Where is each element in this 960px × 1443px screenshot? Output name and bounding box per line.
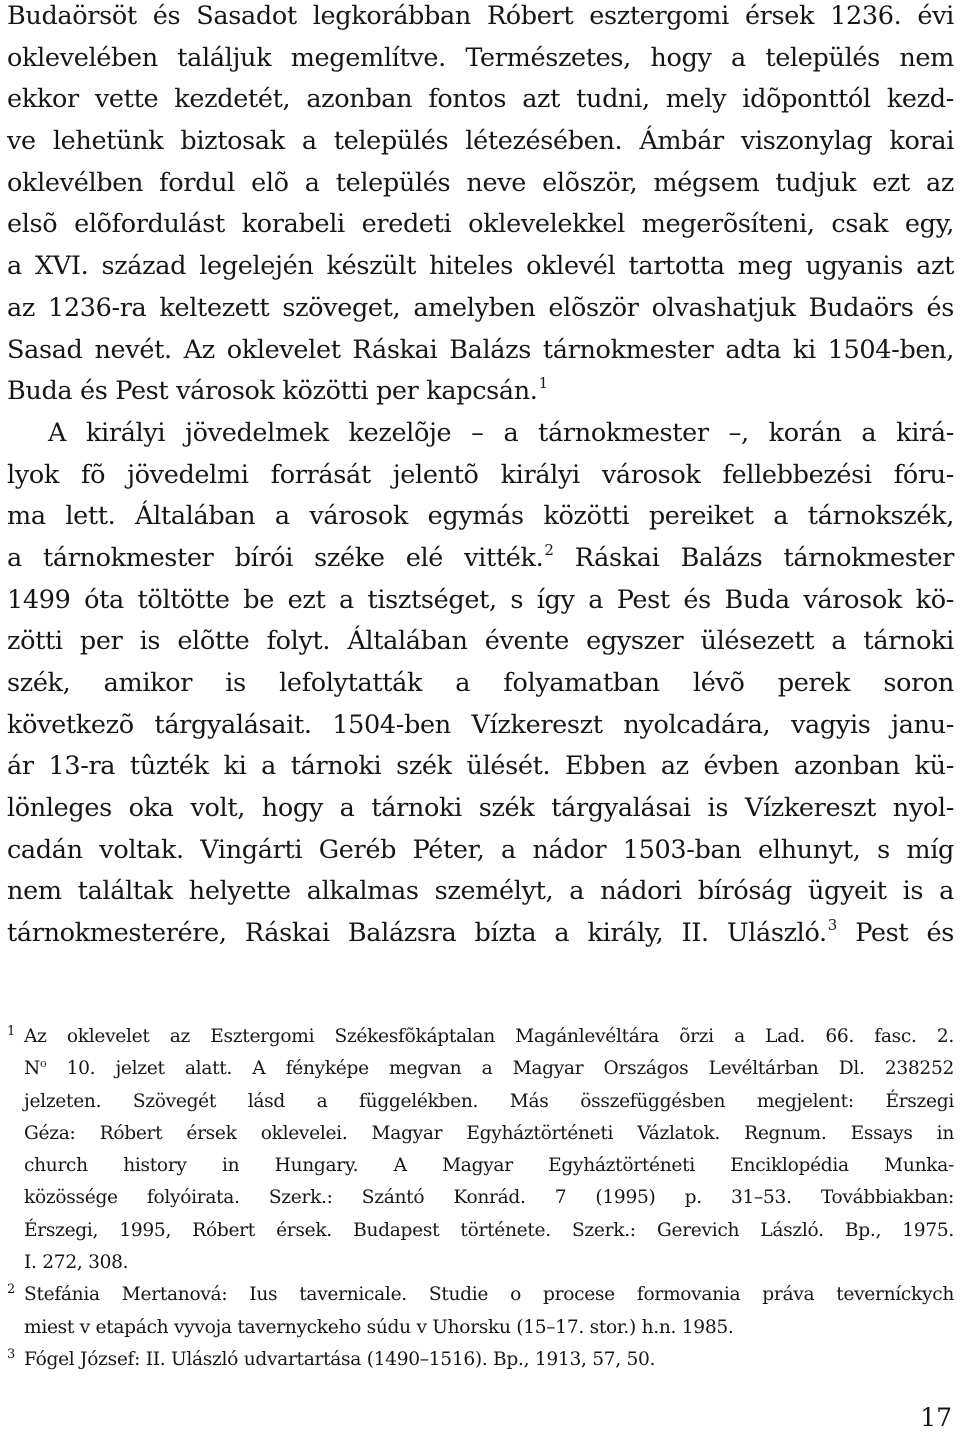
text-line: ve lehetünk biztosak a település létezésében. Ámbár viszonylag korai [7, 126, 954, 157]
footnote-text: Fógel József: II. Ulászló udvartartása (1490–1516). Bp., 1913, 57, 50. [24, 1348, 656, 1370]
text-line: lönleges oka volt, hogy a tárnoki szék tárgyalásai is Vízkereszt nyol- [7, 793, 954, 824]
footnote-line: jelzeten. Szövegét lásd a függelékben. Más összefüggésben megjelent: Érszegi [24, 1090, 954, 1112]
text-line: A királyi jövedelmek kezelõje – a tárnokmester –, korán a kirá- [48, 417, 954, 448]
line-text: Pest és [855, 918, 954, 949]
footnote-line: Géza: Róbert érsek oklevelei. Magyar Egyháztörténeti Vázlatok. Regnum. Essays in [24, 1122, 954, 1144]
text-line: ár 13-ra tûzték ki a tárnoki szék ülését. Ebben az évben azonban kü- [7, 751, 954, 782]
footnote-text: o [39, 1057, 47, 1071]
text-line: lyok fõ jövedelmi forrását jelentõ királyi városok fellebbezési fóru- [7, 459, 954, 490]
footnote-ref-1[interactable]: 1 [538, 374, 548, 393]
footnote-2 [7, 1279, 954, 1311]
text-line: oklevélben fordul elõ a település neve elõször, mégsem tudjuk ezt az [7, 167, 954, 198]
text-line: elsõ elõfordulást korabeli eredeti oklevelekkel megerõsíteni, csak egy, [7, 209, 954, 240]
footnote-line [7, 1053, 954, 1085]
text-line: nem találtak helyette alkalmas személyt, a nádori bíróság ügyeit is a [7, 876, 954, 907]
footnotes [7, 1021, 954, 1376]
footnote-text: N [24, 1058, 40, 1080]
text-line: 1499 óta töltötte be ezt a tisztséget, s így a Pest és Buda városok kö- [7, 584, 954, 615]
footnote-text: Stefánia Mertanová: Ius tavernicale. Studie o procese formovania práva teverníckych [24, 1284, 954, 1306]
footnote-text: Az oklevelet az Esztergomi Székesfõkáptalan Magánlevéltára õrzi a Lad. 66. fasc. 2. [24, 1026, 954, 1047]
footnote-ref-2[interactable]: 2 [544, 540, 554, 559]
line-text: a tárnokmester bírói széke elé vitték. [7, 542, 544, 573]
text-line [7, 538, 954, 580]
text-line: Sasad nevét. Az oklevelet Ráskai Balázs tárnokmester adta ki 1504-ben, [7, 334, 954, 365]
text-line: cadán voltak. Vingárti Geréb Péter, a nádor 1503-ban elhunyt, s míg [7, 834, 954, 865]
footnote-number: 3 [7, 1346, 15, 1362]
text-line [7, 913, 954, 955]
text-line: következõ tárgyalásait. 1504-ben Vízkereszt nyolcadára, vagyis janu- [7, 709, 954, 740]
text-line: Budaörsöt és Sasadot legkorábban Róbert esztergomi érsek 1236. évi [7, 1, 954, 31]
footnote-line: miest v etapách vyvoja tavernyckeho súdu v Uhorsku (15–17. stor.) h.n. 1985. [24, 1316, 734, 1338]
footnote-line: Érszegi, 1995, Róbert érsek. Budapest története. Szerk.: Gerevich László. Bp., 1975. [24, 1219, 954, 1241]
text-line: ma lett. Általában a városok egymás közötti pereiket a tárnokszék, [7, 501, 954, 532]
footnote-text: 10. jelzet alatt. A fényképe megvan a Magyar Országos Levéltárban Dl. 238252 [66, 1058, 954, 1080]
line-text: Buda és Pest városok közötti per kapcsán. [7, 376, 538, 407]
footnote-line: közössége folyóirata. Szerk.: Szántó Konrád. 7 (1995) p. 31–53. Továbbiakban: [24, 1187, 954, 1209]
footnote-ref-3[interactable]: 3 [827, 916, 837, 935]
line-text: Ráskai Balázs tárnokmester [574, 542, 954, 573]
footnote-3 [7, 1344, 954, 1376]
footnote-line: church history in Hungary. A Magyar Egyháztörténeti Enciklopédia Munka- [24, 1155, 954, 1177]
page-number: 17 [920, 1403, 952, 1432]
text-line: szék, amikor is lefolytatták a folyamatban lévõ perek soron [7, 668, 954, 698]
footnote-number: 2 [7, 1282, 15, 1298]
footnote-1 [7, 1021, 954, 1053]
text-line: a XVI. század legelején készült hiteles oklevél tartotta meg ugyanis azt [7, 251, 954, 282]
text-line: zötti per is elõtte folyt. Általában évente egyszer ülésezett a tárnoki [7, 626, 954, 657]
text-line: az 1236-ra keltezett szöveget, amelyben elõször olvashatjuk Budaörs és [7, 292, 954, 323]
text-line [7, 371, 954, 413]
line-text: tárnokmesterére, Ráskai Balázsra bízta a király, II. Ulászló. [7, 918, 827, 949]
footnote-line: I. 272, 308. [24, 1252, 129, 1274]
footnote-number: 1 [7, 1024, 15, 1039]
text-line: ekkor vette kezdetét, azonban fontos azt tudni, mely idõponttól kezd- [7, 84, 954, 115]
main-text [7, 0, 954, 955]
text-line: oklevelében találjuk megemlítve. Természetes, hogy a település nem [7, 42, 954, 73]
